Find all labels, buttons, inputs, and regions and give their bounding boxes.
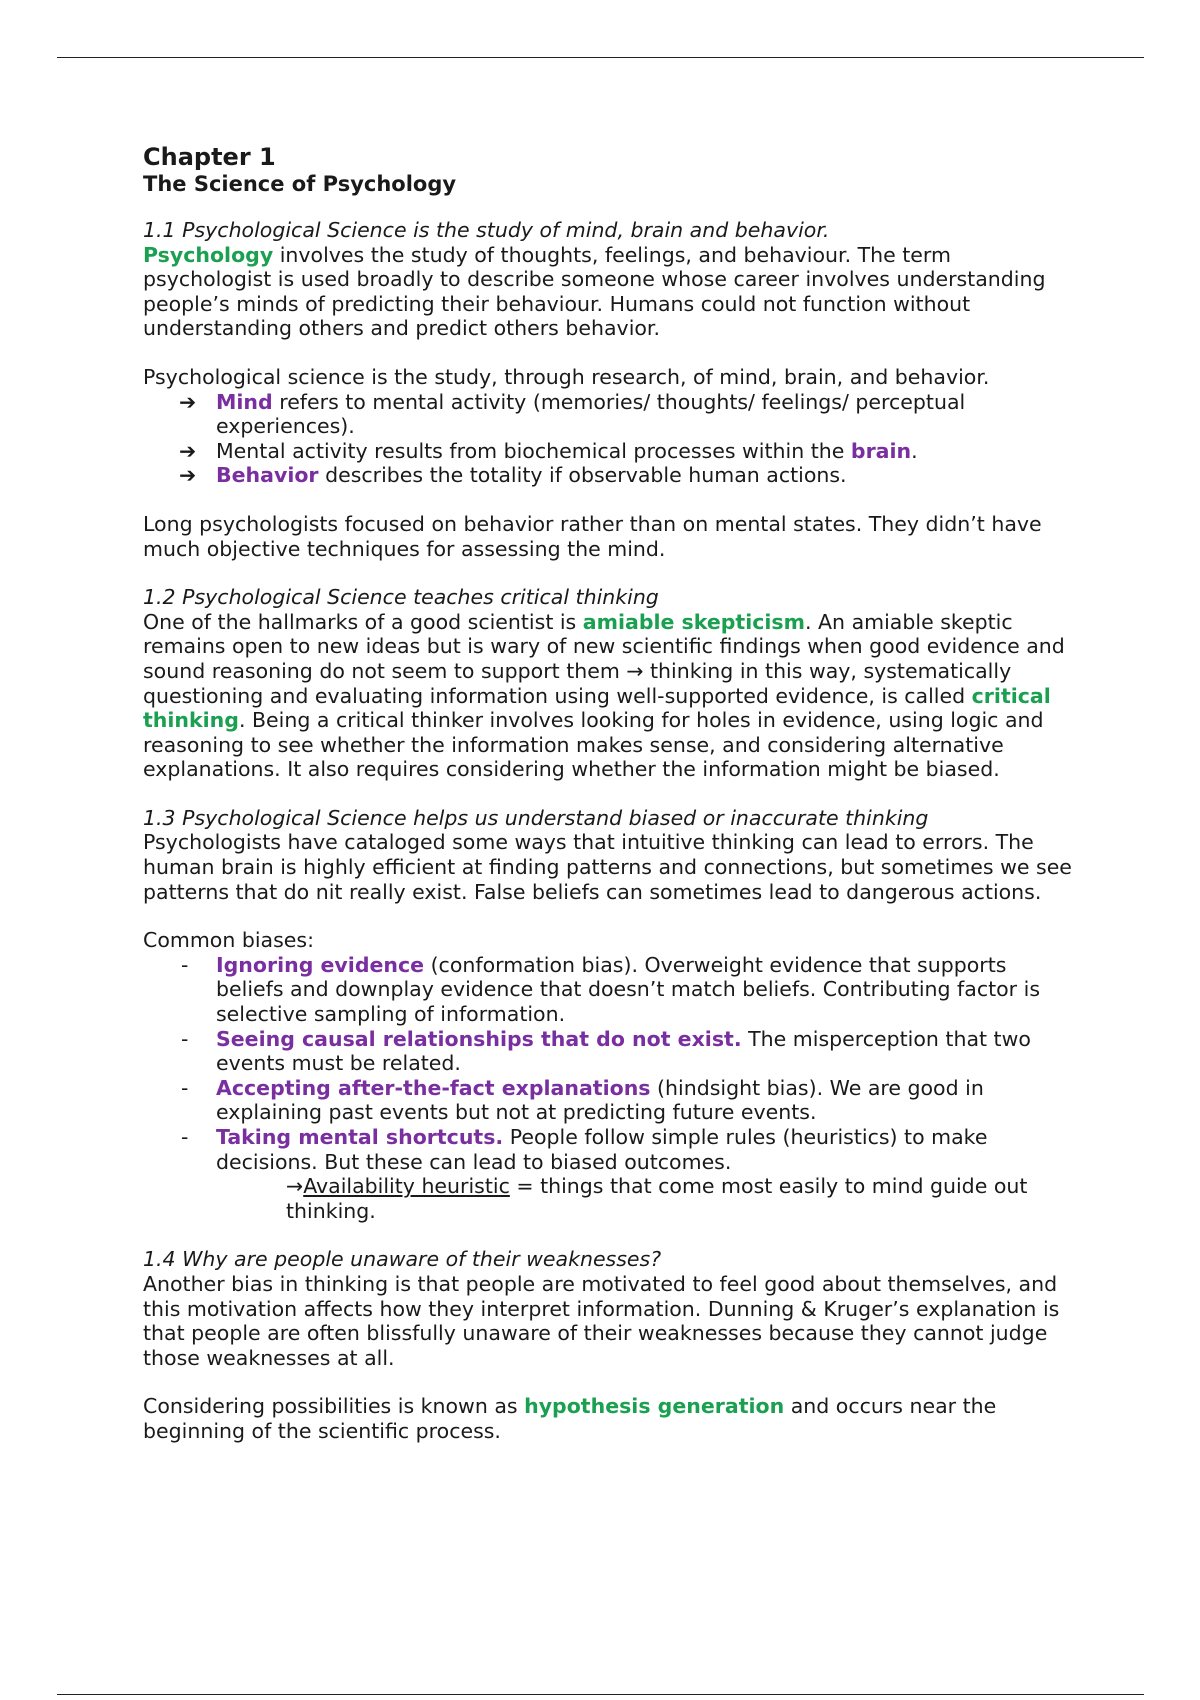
list-item (143, 1076, 1073, 1125)
paragraph-critical-thinking (143, 610, 1073, 782)
dash-bullet: - (181, 1026, 189, 1051)
dash-bullet: - (181, 952, 189, 977)
section-heading-1-4: 1.4 Why are people unaware of their weaknesses? (143, 1247, 662, 1272)
term-amiable-skepticism: amiable skepticism (582, 609, 805, 634)
availability-heuristic-note (143, 1174, 1073, 1223)
list-item (143, 1027, 1073, 1076)
term-causal-relationships: Seeing causal relationships that do not exist. (216, 1026, 742, 1051)
chapter-subtitle: The Science of Psychology (143, 172, 457, 196)
arrow-bullet-icon: ➔ (179, 389, 197, 414)
top-rule (57, 57, 1144, 58)
list-item (143, 463, 1073, 488)
arrow-bullet-icon: ➔ (179, 463, 197, 488)
list-item-text: describes the totality if observable human actions. (318, 463, 847, 488)
list-item (143, 953, 1073, 1027)
term-behavior: Behavior (216, 463, 319, 488)
term-critical-thinking: critical thinking (143, 683, 1051, 733)
term-after-the-fact: Accepting after-the-fact explanations (216, 1075, 651, 1100)
term-availability-heuristic: Availability heuristic (303, 1174, 510, 1199)
section-heading-1-1: 1.1 Psychological Science is the study of mind, brain and behavior. (143, 218, 830, 242)
term-mental-shortcuts: Taking mental shortcuts. (216, 1125, 504, 1149)
list-item-text: refers to mental activity (memories/ thoughts/ feelings/ perceptual experiences). (216, 389, 966, 439)
list-item (143, 439, 1073, 464)
arrow-bullet-icon: ➔ (179, 438, 197, 463)
section-heading-1-2: 1.2 Psychological Science teaches critical thinking (143, 585, 659, 610)
paragraph-history: Long psychologists focused on behavior rather than on mental states. They didn’t have much objective techniques for assessing the mind. (143, 511, 1042, 561)
arrow-list (143, 390, 1073, 488)
paragraph-text: and occurs near the beginning of the scientific process. (143, 1394, 997, 1443)
term-brain: brain (850, 438, 912, 463)
arrow-icon: → (286, 1174, 304, 1199)
term-ignoring-evidence: Ignoring evidence (216, 952, 425, 977)
paragraph-psychology (143, 243, 1073, 341)
list-item-text: Mental activity results from biochemical processes within the (216, 438, 851, 463)
paragraph-text: . Being a critical thinker involves looking for holes in evidence, using logic and reasoning to see whether the information makes sense, and considering alternative explanations. It also requires considering whether the information might be biased. (143, 708, 1044, 782)
list-item-text: (conformation bias). Overweight evidence that supports beliefs and downplay evidence that doesn’t match beliefs. Contributing factor is selective sampling of information. (216, 952, 1041, 1027)
paragraph-biased-thinking: Psychologists have cataloged some ways that intuitive thinking can lead to errors. The human brain is highly efficient at finding patterns and connections, but sometimes we see patterns that do nit really exist. False beliefs can sometimes lead to dangerous actions. (143, 830, 1072, 904)
list-item-text: The misperception that two events must be related. (216, 1026, 1031, 1076)
paragraph-unaware: Another bias in thinking is that people are motivated to feel good about themselves, and this motivation affects how they interpret information. Dunning & Kruger’s explanation is that people are often blissfully unaware of their weaknesses because they cannot judge those weaknesses at all. (143, 1271, 1060, 1370)
paragraph-text: involves the study of thoughts, feelings, and behaviour. The term psychologist is used broadly to describe someone whose career involves understanding people’s minds of predicting their behaviour. Humans could not function without understanding others and predict others behavior. (143, 242, 1046, 341)
paragraph-text: . An amiable skeptic remains open to new ideas but is wary of new scientific findings when good evidence and sound reasoning do not seem to support them → thinking in this way, systematically questioning and evaluating information using well-supported evidence, is called (143, 609, 1065, 708)
note-text: = things that come most easily to mind guide out thinking. (286, 1174, 1028, 1223)
paragraph-text: One of the hallmarks of a good scientist is (143, 609, 583, 634)
bottom-rule (57, 1694, 1144, 1695)
term-psychology: Psychology (143, 242, 274, 267)
chapter-title: Chapter 1 (143, 143, 276, 171)
dash-bullet: - (181, 1075, 189, 1100)
paragraph-text: Considering possibilities is known as (143, 1394, 525, 1419)
document-body (143, 143, 1073, 1444)
list-item-text: (hindsight bias). We are good in explaining past events but not at predicting future events. (216, 1075, 984, 1125)
term-hypothesis-generation: hypothesis generation (524, 1394, 785, 1419)
paragraph-definition: Psychological science is the study, through research, of mind, brain, and behavior. (143, 364, 990, 389)
bias-list (143, 953, 1073, 1174)
section-heading-1-3: 1.3 Psychological Science helps us understand biased or inaccurate thinking (143, 805, 929, 830)
list-item (143, 390, 1073, 439)
biases-intro: Common biases: (143, 928, 314, 953)
list-item (143, 1125, 1073, 1174)
paragraph-hypothesis (143, 1394, 1073, 1443)
list-item-text: People follow simple rules (heuristics) to make decisions. But these can lead to biased outcomes. (216, 1125, 988, 1174)
list-item-text: . (911, 438, 918, 463)
dash-bullet: - (181, 1125, 189, 1149)
term-mind: Mind (216, 389, 273, 414)
